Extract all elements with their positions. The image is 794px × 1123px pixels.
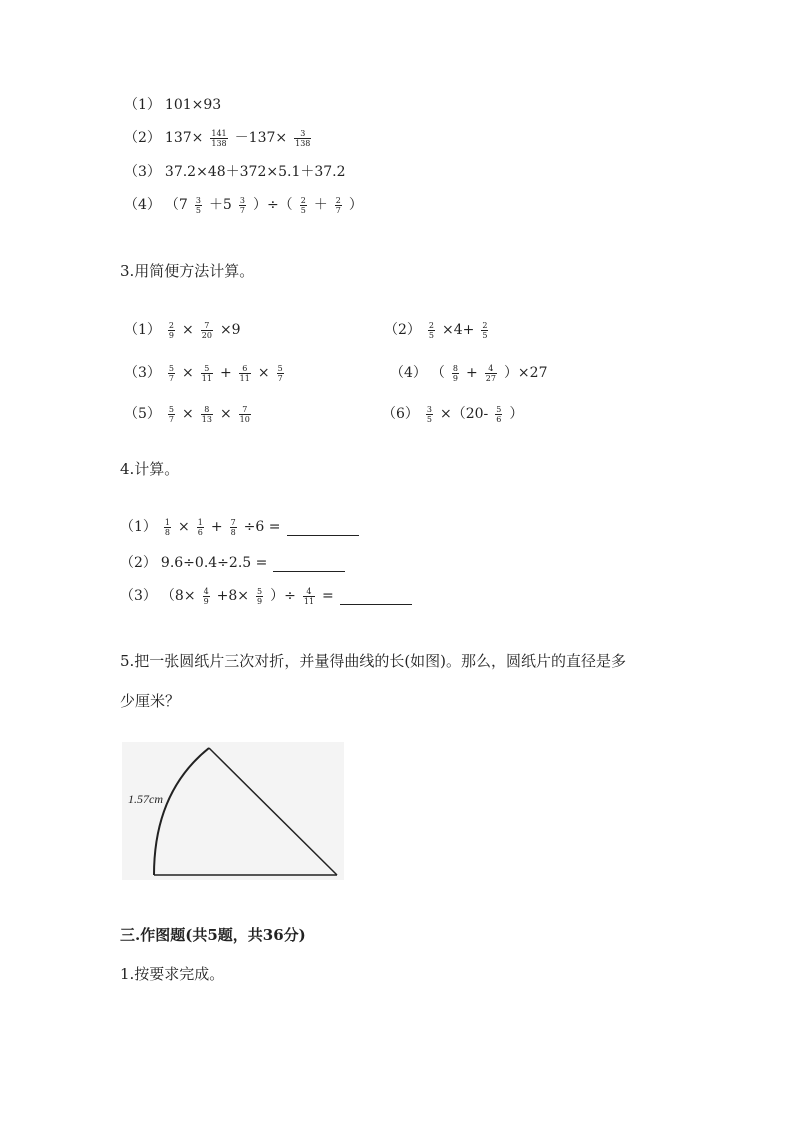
question-5-line2: 少厘米？	[120, 692, 181, 710]
fraction: $\frac{5}{7}$	[168, 404, 175, 424]
section-3-heading: 三.作图题(共5题，共36分)	[120, 926, 306, 944]
question-4-title: 4.计算。	[120, 460, 180, 478]
sector-diagram	[122, 742, 344, 880]
fraction: $\frac{7}{10}$	[239, 404, 250, 424]
section-3-question-1: 1.按要求完成。	[120, 965, 225, 983]
problem-3-3: （3） $\frac{5}{7}$ × $\frac{5}{11}$ + $\frac{6}{11}$ × $\frac{5}{7}$	[124, 363, 283, 383]
question-3-title: 3.用简便方法计算。	[120, 262, 255, 280]
fraction: $\frac{2}{5}$	[482, 320, 488, 340]
answer-blank[interactable]	[287, 519, 359, 536]
problem-2-2: （2） 137× $\frac{141}{138}$ －137× $\frac{3}{138}$	[124, 128, 311, 148]
fraction: $\frac{4}{11}$	[303, 586, 315, 606]
arc-length-label: 1.57cm	[128, 792, 163, 806]
fraction: $\frac{2}{5}$	[428, 320, 435, 340]
fraction: $\frac{5}{6}$	[496, 404, 502, 424]
fraction: $\frac{3}{5}$	[426, 404, 433, 424]
fraction: $\frac{4}{9}$	[203, 586, 209, 606]
fraction: $\frac{1}{8}$	[164, 517, 171, 537]
problem-3-5: （5） $\frac{5}{7}$ × $\frac{8}{13}$ × $\frac{7}{10}$	[124, 404, 250, 424]
problem-3-2: （2） $\frac{2}{5}$ ×4+ $\frac{2}{5}$	[384, 320, 488, 340]
fraction: $\frac{3}{7}$	[239, 195, 245, 215]
fraction: $\frac{8}{13}$	[201, 404, 212, 424]
fraction: $\frac{2}{5}$	[300, 195, 306, 215]
problem-2-4: （4） （7 $\frac{3}{5}$ ＋5 $\frac{3}{7}$ ）÷（ $\frac{2}{5}$ ＋ $\frac{2}{7}$ ）	[124, 195, 363, 215]
problem-2-1: （1） 101×93	[124, 97, 222, 113]
fraction: $\frac{5}{7}$	[277, 363, 283, 383]
question-5-line1: 5.把一张圆纸片三次对折，并量得曲线的长(如图)。那么，圆纸片的直径是多	[120, 652, 627, 670]
fraction: $\frac{7}{8}$	[230, 517, 236, 537]
sector-radius-line	[209, 748, 337, 875]
sector-arc	[154, 748, 209, 875]
fraction: $\frac{5}{9}$	[257, 586, 263, 606]
answer-blank[interactable]	[273, 555, 345, 572]
fraction: $\frac{141}{138}$	[211, 128, 227, 148]
fraction: $\frac{5}{7}$	[168, 363, 175, 383]
answer-blank[interactable]	[340, 588, 412, 605]
problem-4-2: （2） 9.6÷0.4÷2.5 =	[120, 553, 345, 573]
problem-3-4: （4） （ $\frac{8}{9}$ + $\frac{4}{27}$ ）×27	[390, 363, 548, 383]
problem-3-1: （1） $\frac{2}{9}$ × $\frac{7}{20}$ ×9	[124, 320, 241, 340]
fraction: $\frac{1}{6}$	[197, 517, 203, 537]
problem-4-1: （1） $\frac{1}{8}$ × $\frac{1}{6}$ + $\frac{7}{8}$ ÷6 =	[120, 517, 359, 537]
problem-2-3: （3） 37.2×48＋372×5.1＋37.2	[124, 164, 346, 180]
sector-figure	[122, 742, 344, 880]
fraction: $\frac{7}{20}$	[201, 320, 212, 340]
fraction: $\frac{8}{9}$	[452, 363, 459, 383]
fraction: $\frac{4}{27}$	[485, 363, 496, 383]
fraction: $\frac{2}{9}$	[168, 320, 175, 340]
fraction: $\frac{3}{138}$	[295, 128, 311, 148]
fraction: $\frac{2}{7}$	[335, 195, 341, 215]
problem-4-3: （3） （8× $\frac{4}{9}$ +8× $\frac{5}{9}$ ）÷ $\frac{4}{11}$ =	[120, 586, 412, 606]
fraction: $\frac{3}{5}$	[195, 195, 201, 215]
fraction: $\frac{6}{11}$	[239, 363, 250, 383]
fraction: $\frac{5}{11}$	[201, 363, 212, 383]
problem-3-6: （6） $\frac{3}{5}$ ×（20- $\frac{5}{6}$ ）	[382, 404, 524, 424]
